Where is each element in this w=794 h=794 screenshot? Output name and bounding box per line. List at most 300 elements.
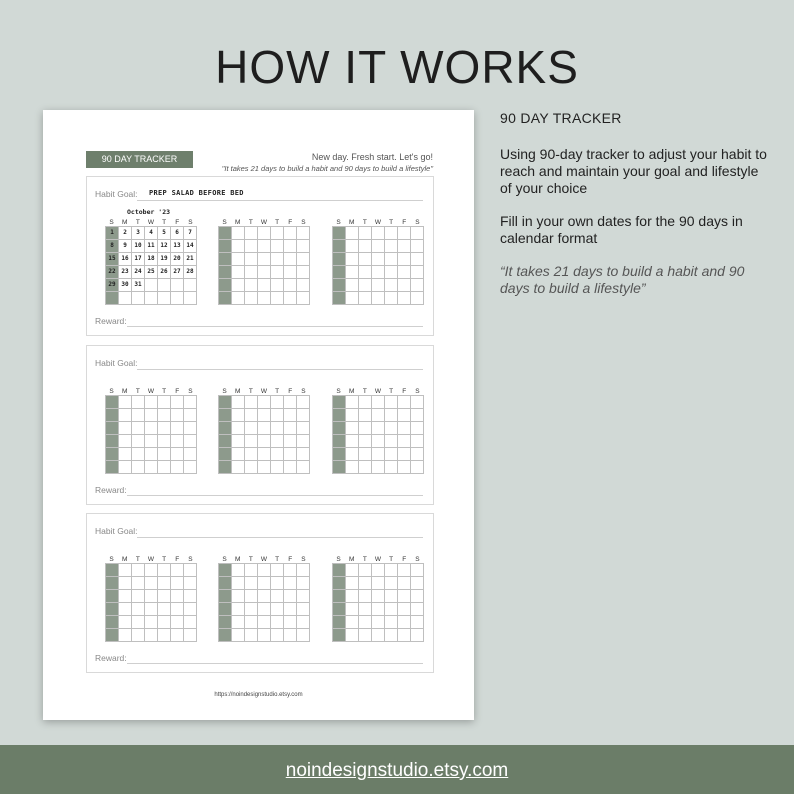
day-cell[interactable] xyxy=(145,396,158,409)
day-cell[interactable] xyxy=(232,577,245,590)
day-cell[interactable] xyxy=(219,590,232,603)
day-cell[interactable]: 12 xyxy=(158,240,171,253)
day-cell[interactable] xyxy=(258,577,271,590)
day-cell[interactable] xyxy=(284,266,297,279)
day-cell[interactable] xyxy=(385,279,398,292)
day-cell[interactable] xyxy=(258,564,271,577)
day-cell[interactable] xyxy=(284,448,297,461)
day-cell[interactable] xyxy=(219,603,232,616)
day-cell[interactable] xyxy=(385,292,398,305)
day-cell[interactable]: 28 xyxy=(184,266,197,279)
day-cell[interactable] xyxy=(171,590,184,603)
habit-goal-line[interactable] xyxy=(137,369,423,370)
day-cell[interactable] xyxy=(333,396,346,409)
day-cell[interactable] xyxy=(271,292,284,305)
day-cell[interactable]: 11 xyxy=(145,240,158,253)
day-cell[interactable] xyxy=(385,253,398,266)
day-cell[interactable] xyxy=(372,616,385,629)
day-cell[interactable] xyxy=(145,435,158,448)
day-cell[interactable]: 13 xyxy=(171,240,184,253)
day-cell[interactable] xyxy=(398,292,411,305)
day-cell[interactable] xyxy=(398,227,411,240)
day-cell[interactable] xyxy=(245,435,258,448)
day-cell[interactable] xyxy=(398,603,411,616)
day-cell[interactable] xyxy=(158,590,171,603)
day-cell[interactable] xyxy=(297,448,310,461)
day-cell[interactable] xyxy=(145,629,158,642)
day-cell[interactable] xyxy=(245,448,258,461)
day-cell[interactable] xyxy=(297,590,310,603)
day-cell[interactable] xyxy=(119,422,132,435)
day-cell[interactable] xyxy=(258,448,271,461)
day-cell[interactable] xyxy=(359,227,372,240)
day-cell[interactable] xyxy=(245,603,258,616)
day-cell[interactable] xyxy=(398,629,411,642)
day-cell[interactable] xyxy=(271,616,284,629)
day-cell[interactable] xyxy=(132,422,145,435)
day-cell[interactable] xyxy=(284,227,297,240)
day-cell[interactable] xyxy=(411,266,424,279)
day-cell[interactable] xyxy=(232,603,245,616)
day-cell[interactable] xyxy=(297,435,310,448)
day-cell[interactable] xyxy=(385,435,398,448)
day-cell[interactable] xyxy=(158,422,171,435)
day-cell[interactable] xyxy=(372,564,385,577)
day-cell[interactable] xyxy=(297,253,310,266)
day-cell[interactable] xyxy=(333,564,346,577)
day-cell[interactable] xyxy=(411,279,424,292)
day-cell[interactable] xyxy=(171,564,184,577)
day-cell[interactable] xyxy=(232,279,245,292)
day-cell[interactable] xyxy=(158,616,171,629)
day-cell[interactable] xyxy=(232,616,245,629)
day-cell[interactable] xyxy=(106,564,119,577)
day-cell[interactable] xyxy=(245,396,258,409)
day-cell[interactable] xyxy=(411,564,424,577)
day-cell[interactable] xyxy=(119,409,132,422)
day-cell[interactable] xyxy=(284,422,297,435)
day-cell[interactable] xyxy=(119,603,132,616)
day-cell[interactable] xyxy=(184,422,197,435)
day-cell[interactable] xyxy=(119,590,132,603)
day-cell[interactable]: 29 xyxy=(106,279,119,292)
day-cell[interactable] xyxy=(106,409,119,422)
day-cell[interactable] xyxy=(297,240,310,253)
day-cell[interactable] xyxy=(398,577,411,590)
day-cell[interactable] xyxy=(333,266,346,279)
day-cell[interactable] xyxy=(297,266,310,279)
day-cell[interactable] xyxy=(385,577,398,590)
day-cell[interactable] xyxy=(184,292,197,305)
day-cell[interactable] xyxy=(132,629,145,642)
day-cell[interactable] xyxy=(359,253,372,266)
day-cell[interactable] xyxy=(219,279,232,292)
day-cell[interactable] xyxy=(232,227,245,240)
day-cell[interactable] xyxy=(346,292,359,305)
day-cell[interactable] xyxy=(271,266,284,279)
day-cell[interactable] xyxy=(284,409,297,422)
day-cell[interactable] xyxy=(232,253,245,266)
day-cell[interactable] xyxy=(219,435,232,448)
day-cell[interactable] xyxy=(245,564,258,577)
day-cell[interactable] xyxy=(346,266,359,279)
day-cell[interactable] xyxy=(284,435,297,448)
day-cell[interactable] xyxy=(232,629,245,642)
day-cell[interactable]: 20 xyxy=(171,253,184,266)
day-cell[interactable] xyxy=(158,629,171,642)
day-cell[interactable] xyxy=(232,435,245,448)
day-cell[interactable] xyxy=(359,577,372,590)
day-cell[interactable] xyxy=(297,279,310,292)
day-cell[interactable] xyxy=(145,422,158,435)
day-cell[interactable] xyxy=(119,577,132,590)
day-cell[interactable] xyxy=(132,396,145,409)
day-cell[interactable] xyxy=(385,603,398,616)
day-cell[interactable]: 21 xyxy=(184,253,197,266)
day-cell[interactable] xyxy=(219,461,232,474)
day-cell[interactable] xyxy=(333,616,346,629)
day-cell[interactable] xyxy=(411,422,424,435)
day-cell[interactable] xyxy=(171,435,184,448)
day-cell[interactable] xyxy=(411,603,424,616)
day-cell[interactable] xyxy=(219,253,232,266)
day-cell[interactable] xyxy=(359,629,372,642)
day-cell[interactable] xyxy=(346,227,359,240)
day-cell[interactable] xyxy=(232,448,245,461)
day-cell[interactable] xyxy=(398,422,411,435)
day-cell[interactable]: 22 xyxy=(106,266,119,279)
day-cell[interactable] xyxy=(297,577,310,590)
day-cell[interactable] xyxy=(372,577,385,590)
day-cell[interactable] xyxy=(258,396,271,409)
day-cell[interactable] xyxy=(245,629,258,642)
day-cell[interactable]: 26 xyxy=(158,266,171,279)
reward-line[interactable] xyxy=(127,326,423,327)
day-cell[interactable]: 24 xyxy=(132,266,145,279)
day-cell[interactable] xyxy=(106,396,119,409)
day-cell[interactable] xyxy=(171,629,184,642)
day-cell[interactable] xyxy=(359,279,372,292)
day-cell[interactable] xyxy=(297,292,310,305)
day-cell[interactable] xyxy=(171,448,184,461)
day-cell[interactable] xyxy=(346,448,359,461)
day-cell[interactable] xyxy=(346,435,359,448)
day-cell[interactable] xyxy=(145,603,158,616)
day-cell[interactable] xyxy=(333,461,346,474)
day-cell[interactable] xyxy=(372,422,385,435)
day-cell[interactable] xyxy=(372,227,385,240)
day-cell[interactable] xyxy=(346,603,359,616)
day-cell[interactable] xyxy=(297,629,310,642)
day-cell[interactable] xyxy=(171,577,184,590)
day-cell[interactable] xyxy=(245,227,258,240)
day-cell[interactable] xyxy=(372,629,385,642)
day-cell[interactable] xyxy=(372,590,385,603)
day-cell[interactable] xyxy=(398,435,411,448)
day-cell[interactable] xyxy=(219,240,232,253)
day-cell[interactable]: 7 xyxy=(184,227,197,240)
day-cell[interactable] xyxy=(171,292,184,305)
day-cell[interactable] xyxy=(271,422,284,435)
day-cell[interactable] xyxy=(359,435,372,448)
day-cell[interactable] xyxy=(284,253,297,266)
day-cell[interactable] xyxy=(346,590,359,603)
day-cell[interactable]: 2 xyxy=(119,227,132,240)
day-cell[interactable] xyxy=(119,448,132,461)
day-cell[interactable]: 15 xyxy=(106,253,119,266)
day-cell[interactable] xyxy=(232,422,245,435)
day-cell[interactable] xyxy=(359,240,372,253)
day-cell[interactable] xyxy=(132,603,145,616)
day-cell[interactable] xyxy=(359,603,372,616)
day-cell[interactable] xyxy=(106,616,119,629)
day-cell[interactable]: 23 xyxy=(119,266,132,279)
day-cell[interactable] xyxy=(219,409,232,422)
day-cell[interactable]: 31 xyxy=(132,279,145,292)
day-cell[interactable] xyxy=(284,590,297,603)
day-cell[interactable] xyxy=(359,461,372,474)
day-cell[interactable] xyxy=(372,253,385,266)
day-cell[interactable] xyxy=(385,227,398,240)
day-cell[interactable] xyxy=(132,409,145,422)
day-cell[interactable] xyxy=(346,629,359,642)
day-cell[interactable] xyxy=(145,577,158,590)
day-cell[interactable] xyxy=(385,590,398,603)
day-cell[interactable] xyxy=(398,279,411,292)
day-cell[interactable] xyxy=(271,279,284,292)
day-cell[interactable] xyxy=(258,461,271,474)
day-cell[interactable] xyxy=(171,603,184,616)
day-cell[interactable] xyxy=(346,253,359,266)
day-cell[interactable] xyxy=(411,240,424,253)
day-cell[interactable] xyxy=(284,461,297,474)
day-cell[interactable] xyxy=(284,240,297,253)
day-cell[interactable] xyxy=(132,461,145,474)
day-cell[interactable] xyxy=(372,435,385,448)
day-cell[interactable] xyxy=(284,292,297,305)
day-cell[interactable]: 14 xyxy=(184,240,197,253)
day-cell[interactable] xyxy=(158,396,171,409)
day-cell[interactable] xyxy=(219,396,232,409)
day-cell[interactable] xyxy=(232,240,245,253)
day-cell[interactable]: 25 xyxy=(145,266,158,279)
day-cell[interactable] xyxy=(333,279,346,292)
day-cell[interactable] xyxy=(333,422,346,435)
day-cell[interactable] xyxy=(184,409,197,422)
day-cell[interactable] xyxy=(284,577,297,590)
day-cell[interactable] xyxy=(184,435,197,448)
day-cell[interactable] xyxy=(284,629,297,642)
day-cell[interactable] xyxy=(398,396,411,409)
day-cell[interactable] xyxy=(184,590,197,603)
day-cell[interactable] xyxy=(258,603,271,616)
day-cell[interactable]: 10 xyxy=(132,240,145,253)
day-cell[interactable] xyxy=(245,292,258,305)
day-cell[interactable]: 5 xyxy=(158,227,171,240)
day-cell[interactable] xyxy=(171,461,184,474)
day-cell[interactable] xyxy=(258,590,271,603)
day-cell[interactable] xyxy=(232,292,245,305)
day-cell[interactable] xyxy=(184,603,197,616)
day-cell[interactable] xyxy=(258,253,271,266)
day-cell[interactable] xyxy=(359,266,372,279)
day-cell[interactable] xyxy=(106,461,119,474)
day-cell[interactable] xyxy=(119,461,132,474)
day-cell[interactable] xyxy=(271,396,284,409)
day-cell[interactable]: 17 xyxy=(132,253,145,266)
day-cell[interactable] xyxy=(359,448,372,461)
day-cell[interactable] xyxy=(245,590,258,603)
day-cell[interactable] xyxy=(271,448,284,461)
day-cell[interactable] xyxy=(346,409,359,422)
day-cell[interactable]: 1 xyxy=(106,227,119,240)
day-cell[interactable] xyxy=(271,435,284,448)
day-cell[interactable] xyxy=(219,292,232,305)
day-cell[interactable] xyxy=(284,396,297,409)
day-cell[interactable] xyxy=(359,292,372,305)
day-cell[interactable] xyxy=(145,448,158,461)
day-cell[interactable] xyxy=(119,629,132,642)
day-cell[interactable] xyxy=(271,253,284,266)
day-cell[interactable] xyxy=(145,616,158,629)
day-cell[interactable] xyxy=(297,396,310,409)
day-cell[interactable] xyxy=(184,577,197,590)
day-cell[interactable] xyxy=(398,616,411,629)
day-cell[interactable] xyxy=(385,240,398,253)
day-cell[interactable] xyxy=(245,461,258,474)
day-cell[interactable] xyxy=(258,409,271,422)
day-cell[interactable] xyxy=(119,564,132,577)
day-cell[interactable] xyxy=(219,629,232,642)
day-cell[interactable] xyxy=(385,448,398,461)
day-cell[interactable] xyxy=(411,409,424,422)
day-cell[interactable] xyxy=(271,590,284,603)
day-cell[interactable] xyxy=(297,564,310,577)
day-cell[interactable] xyxy=(184,616,197,629)
day-cell[interactable]: 9 xyxy=(119,240,132,253)
day-cell[interactable] xyxy=(132,448,145,461)
day-cell[interactable] xyxy=(359,590,372,603)
reward-line[interactable] xyxy=(127,495,423,496)
habit-goal-line[interactable] xyxy=(137,200,423,201)
day-cell[interactable] xyxy=(372,266,385,279)
day-cell[interactable] xyxy=(372,240,385,253)
day-cell[interactable] xyxy=(158,409,171,422)
day-cell[interactable] xyxy=(184,461,197,474)
day-cell[interactable]: 27 xyxy=(171,266,184,279)
day-cell[interactable] xyxy=(106,603,119,616)
day-cell[interactable] xyxy=(411,629,424,642)
day-cell[interactable] xyxy=(271,564,284,577)
day-cell[interactable] xyxy=(346,461,359,474)
day-cell[interactable] xyxy=(132,590,145,603)
day-cell[interactable] xyxy=(119,616,132,629)
day-cell[interactable] xyxy=(158,279,171,292)
day-cell[interactable] xyxy=(284,603,297,616)
day-cell[interactable] xyxy=(372,292,385,305)
day-cell[interactable] xyxy=(184,396,197,409)
day-cell[interactable] xyxy=(106,577,119,590)
day-cell[interactable] xyxy=(411,435,424,448)
day-cell[interactable] xyxy=(385,409,398,422)
day-cell[interactable]: 18 xyxy=(145,253,158,266)
day-cell[interactable] xyxy=(184,448,197,461)
day-cell[interactable] xyxy=(106,590,119,603)
day-cell[interactable] xyxy=(359,422,372,435)
day-cell[interactable] xyxy=(346,616,359,629)
day-cell[interactable] xyxy=(106,448,119,461)
day-cell[interactable] xyxy=(258,422,271,435)
day-cell[interactable] xyxy=(232,461,245,474)
day-cell[interactable] xyxy=(158,577,171,590)
reward-line[interactable] xyxy=(127,663,423,664)
day-cell[interactable] xyxy=(184,564,197,577)
day-cell[interactable] xyxy=(385,461,398,474)
day-cell[interactable] xyxy=(385,422,398,435)
day-cell[interactable] xyxy=(398,590,411,603)
day-cell[interactable] xyxy=(346,396,359,409)
day-cell[interactable] xyxy=(398,448,411,461)
day-cell[interactable] xyxy=(106,422,119,435)
day-cell[interactable] xyxy=(333,227,346,240)
day-cell[interactable] xyxy=(145,279,158,292)
day-cell[interactable] xyxy=(359,409,372,422)
day-cell[interactable] xyxy=(106,629,119,642)
day-cell[interactable] xyxy=(232,590,245,603)
day-cell[interactable] xyxy=(245,279,258,292)
day-cell[interactable] xyxy=(411,590,424,603)
day-cell[interactable] xyxy=(245,409,258,422)
day-cell[interactable] xyxy=(346,240,359,253)
day-cell[interactable] xyxy=(346,279,359,292)
day-cell[interactable] xyxy=(132,292,145,305)
day-cell[interactable] xyxy=(372,448,385,461)
day-cell[interactable] xyxy=(219,266,232,279)
day-cell[interactable] xyxy=(219,564,232,577)
day-cell[interactable] xyxy=(333,590,346,603)
day-cell[interactable] xyxy=(385,616,398,629)
day-cell[interactable] xyxy=(219,448,232,461)
day-cell[interactable] xyxy=(333,240,346,253)
day-cell[interactable] xyxy=(333,603,346,616)
day-cell[interactable]: 19 xyxy=(158,253,171,266)
day-cell[interactable] xyxy=(398,461,411,474)
day-cell[interactable] xyxy=(145,292,158,305)
day-cell[interactable] xyxy=(158,292,171,305)
day-cell[interactable] xyxy=(411,396,424,409)
day-cell[interactable] xyxy=(158,564,171,577)
day-cell[interactable] xyxy=(184,279,197,292)
day-cell[interactable] xyxy=(411,227,424,240)
day-cell[interactable] xyxy=(258,279,271,292)
day-cell[interactable] xyxy=(219,227,232,240)
day-cell[interactable] xyxy=(333,448,346,461)
day-cell[interactable] xyxy=(372,279,385,292)
day-cell[interactable] xyxy=(411,616,424,629)
day-cell[interactable] xyxy=(333,409,346,422)
day-cell[interactable] xyxy=(411,448,424,461)
day-cell[interactable] xyxy=(411,253,424,266)
day-cell[interactable] xyxy=(333,577,346,590)
day-cell[interactable] xyxy=(411,461,424,474)
day-cell[interactable] xyxy=(106,292,119,305)
day-cell[interactable] xyxy=(145,409,158,422)
day-cell[interactable]: 6 xyxy=(171,227,184,240)
day-cell[interactable] xyxy=(297,422,310,435)
day-cell[interactable] xyxy=(158,448,171,461)
day-cell[interactable] xyxy=(411,292,424,305)
day-cell[interactable] xyxy=(284,564,297,577)
